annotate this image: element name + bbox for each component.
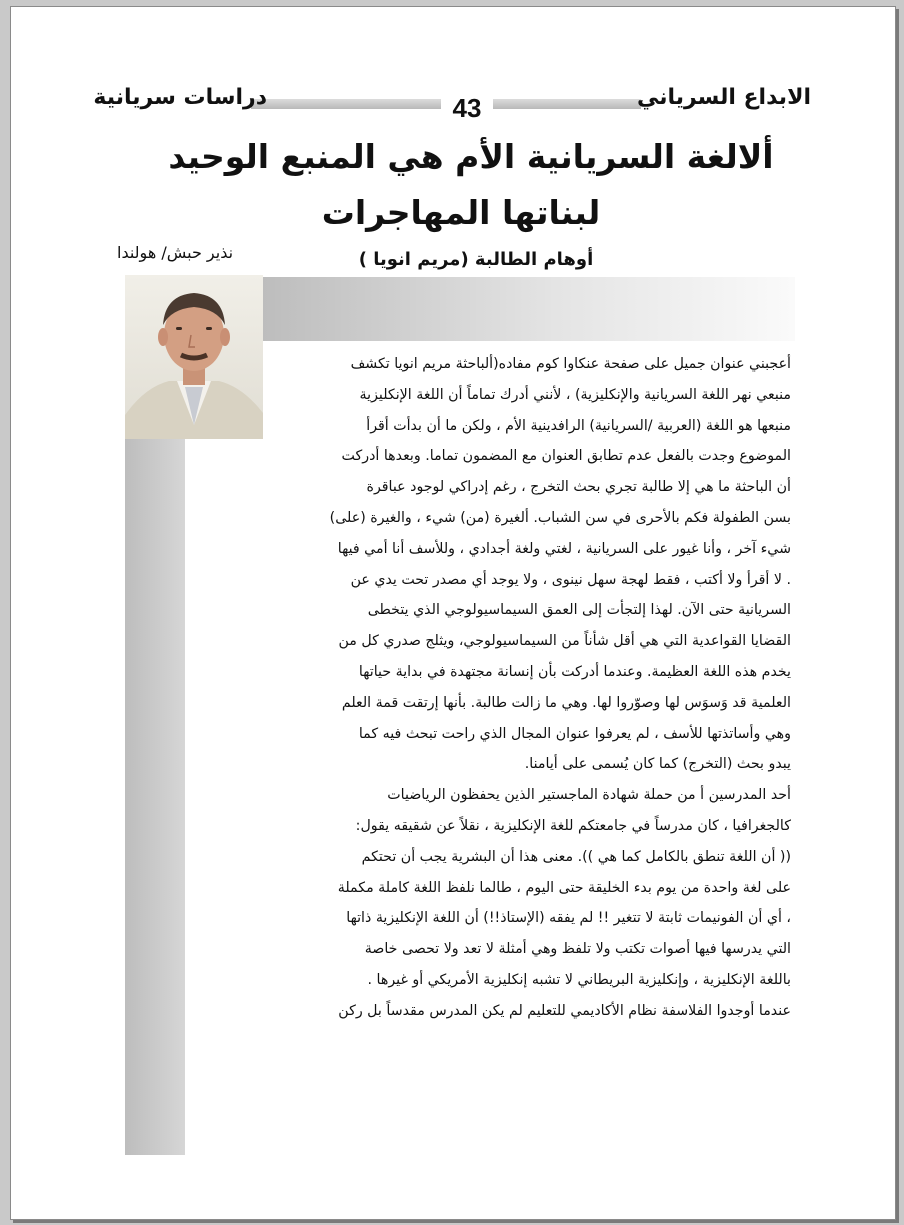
body-line: أحد المدرسين أ من حملة شهادة الماجستير الذين يحفظون الرياضيات <box>387 787 791 804</box>
decorative-gradient-bar <box>263 277 795 341</box>
author-byline: نذير حبش/ هولندا <box>117 243 234 262</box>
body-line: على لغة واحدة من يوم بدء الخليقة حتى اليوم ، طالما نلفظ اللغة كاملة مكملة <box>337 879 791 896</box>
body-line: القضايا القواعدية التي هي أقل شأناً من السيماسيولوجي، ويثلج صدري كل من <box>338 633 791 650</box>
body-line: أن الباحثة ما هي إلا طالبة تجري بحث التخرج ، رغم إدراكي لوجود عباقرة <box>366 479 791 496</box>
section-label: دراسات سريانية <box>93 85 267 110</box>
body-line: ، أي أن الفونيمات ثابتة لا تتغير !! لم يفقه (الإستاذ!!) أن اللغة الإنكليزية ذاتها <box>346 910 791 927</box>
body-line: العلمية قد وَسوَس لها وصوّروا لها. وهي ما زالت طالبة. بأنها إرتقت قمة العلم <box>341 694 791 711</box>
body-line: (( أن اللغة تنطق بالكامل كما هي )). معنى هذا أن البشرية يجب أن تحتكم <box>361 848 791 865</box>
article-subtitle: أوهام الطالبة (مريم انويا ) <box>358 249 594 270</box>
body-line: شيء آخر ، وأنا غيور على السريانية ، لغتي ولغة أجدادي ، وللأسف أنا أمي فيها <box>337 540 791 557</box>
body-line: منبعي نهر اللغة السريانية والإنكليزية) ، لأنني أدرك تماماً أن اللغة الإنكليزية <box>359 386 791 403</box>
body-line: يخدم هذه اللغة العظيمة. وعندما أدركت بأن إنسانة مجتهدة في بداية حياتها <box>358 663 791 680</box>
magazine-page <box>10 6 896 1220</box>
body-line: الموضوع وجدت بالفعل عدم تطابق العنوان مع المضمون تماما. وبعدها أدركت <box>341 448 791 465</box>
author-photo <box>125 275 263 439</box>
decorative-side-bar <box>125 439 185 1155</box>
body-line: بسن الطفولة فكم بالأحرى في سن الشباب. ألغيرة (من) شيء ، والغيرة (على) <box>329 509 791 526</box>
body-line: السريانية حتى الآن. لهذا إلتجأت إلى العمق السيماسيولوجي الذي يتخطى <box>367 602 791 619</box>
body-line: وهي وأساتذتها للأسف ، لم يعرفوا عنوان المجال الذي راحت تبحث فيه كما <box>358 725 791 742</box>
body-line: التي يدرسها فيها أصوات تكتب ولا تلفظ وهي أمثلة لا تعد ولا تحصى خاصة <box>364 941 791 958</box>
body-line: عندما أوجدوا الفلاسفة نظام الأكاديمي للتعليم لم يكن المدرس مقدساً بل ركن <box>338 1002 791 1019</box>
header-bar-right <box>493 99 641 109</box>
body-line: كالجغرافيا ، كان مدرساً في جامعتكم للغة الإنكليزية ، نقلاً عن شقيقه يقول: <box>355 817 791 834</box>
article-body <box>273 349 791 1027</box>
body-line: . لا أقرأ ولا أكتب ، فقط لهجة سهل نينوى ، ولا يوجد أي مصدر تحت يدي عن <box>350 571 791 588</box>
magazine-name: الابداع السرياني <box>636 85 811 110</box>
page-number: 43 <box>452 93 482 123</box>
body-line: يبدو بحث (التخرج) كما كان يُسمى على أيامنا. <box>524 756 791 773</box>
header-bar-left <box>251 99 441 109</box>
body-line: أعجبني عنوان جميل على صفحة عنكاوا كوم مفاده(ألباحثة مريم انويا تكشف <box>350 356 791 372</box>
body-line: باللغة الإنكليزية ، وإنكليزية البريطاني لا تشبه إنكليزية الأمريكي أو غيرها . <box>367 971 791 988</box>
article-title-line2: لبناتها المهاجرات <box>321 193 601 232</box>
body-line: منبعها هو اللغة (العربية /السريانية) الرافدينية الأم ، ولكن ما أن بدأت أقرأ <box>366 417 791 434</box>
article-title-line1: ألالغة السريانية الأم هي المنبع الوحيد <box>168 137 774 176</box>
